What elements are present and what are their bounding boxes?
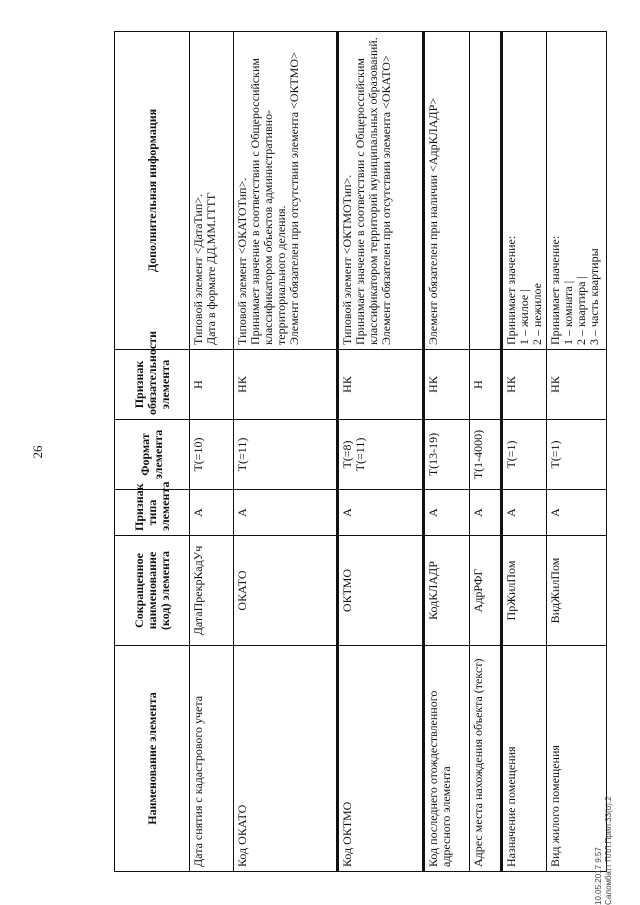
cell-format: T(=1) [547,420,607,490]
cell-code: ВидЖилПом [547,536,607,646]
cell-required: Н [470,350,502,420]
cell-info: Типовой элемент <ДатаТип>. Дата в формате ДД.ММ.ГГГГ [190,32,234,350]
cell-type: А [234,490,338,536]
cell-required: НК [234,350,338,420]
cell-info: Элемент обязателен при наличии <АдрКЛАДР> [424,32,470,350]
cell-required: НК [338,350,424,420]
cell-code: АдрРФГ [470,536,502,646]
table-row [234,32,338,872]
stamp-date: 10.05.2017 9:57 [594,847,603,905]
document-stamp [594,796,614,905]
cell-name: Вид жилого помещения [547,646,607,872]
elements-table [114,31,607,872]
cell-info [470,32,502,350]
cell-name: Код ОКТМО [338,646,424,872]
cell-type: А [470,490,502,536]
cell-name: Код ОКАТО [234,646,338,872]
cell-format: T(=8) T(=11) [338,420,424,490]
cell-required: НК [547,350,607,420]
table-row [424,32,470,872]
cell-type: А [190,490,234,536]
cell-required: Н [190,350,234,420]
cell-type: А [502,490,547,536]
table-row [470,32,502,872]
table-header-row [115,32,190,872]
stamp-document-id: Саломбатт ПЛЛ.Прил.33(о).2 [604,796,613,905]
cell-format: T(=10) [190,420,234,490]
cell-format: T(=11) [234,420,338,490]
rotated-document-table [114,32,607,872]
cell-name: Назначение помещения [502,646,547,872]
cell-info: Принимает значение: 1 – жилое | 2 – нежилое [502,32,547,350]
table-row [502,32,547,872]
cell-code: КодКЛАДР [424,536,470,646]
cell-required: НК [502,350,547,420]
header-type: Признак типа элемента [115,490,190,536]
cell-format: T(1-4000) [470,420,502,490]
cell-name: Код последнего отождествленного адресного элемента [424,646,470,872]
page-number: 26 [30,445,45,459]
cell-code: ОКТМО [338,536,424,646]
table-row [338,32,424,872]
cell-name: Дата снятия с кадастрового учета [190,646,234,872]
cell-format: T(=1) [502,420,547,490]
header-info: Дополнительная информация [115,32,190,350]
header-element-name: Наименование элемента [115,646,190,872]
cell-info: Принимает значение: 1 – комната | 2 – квартира | 3 – часть квартиры [547,32,607,350]
table-row [547,32,607,872]
cell-name: Адрес места нахождения объекта (текст) [470,646,502,872]
cell-format: T(13-19) [424,420,470,490]
cell-code: ДатаПрекрКадУч [190,536,234,646]
cell-code: ОКАТО [234,536,338,646]
header-format: Формат элемента [115,420,190,490]
cell-type: А [338,490,424,536]
cell-code: ПрЖилПом [502,536,547,646]
cell-info: Типовой элемент <ОКТМОТип>. Принимает значение в соответствии с Общероссийским классификатором территорий муниципальных образований. Элемент обязателен при отсутствии элемента <ОКАТО> [338,32,424,350]
cell-type: А [547,490,607,536]
header-required: Признак обязательности элемента [115,350,190,420]
cell-type: А [424,490,470,536]
cell-info: Типовой элемент <ОКАТОТип>. Принимает значение в соответствии с Общероссийским классификатором объектов административно-территориального деления. Элемент обязателен при отсутствии элемента <ОКТМО> [234,32,338,350]
table-row [190,32,234,872]
header-code: Сокращенное наименование (код) элемента [115,536,190,646]
cell-required: НК [424,350,470,420]
